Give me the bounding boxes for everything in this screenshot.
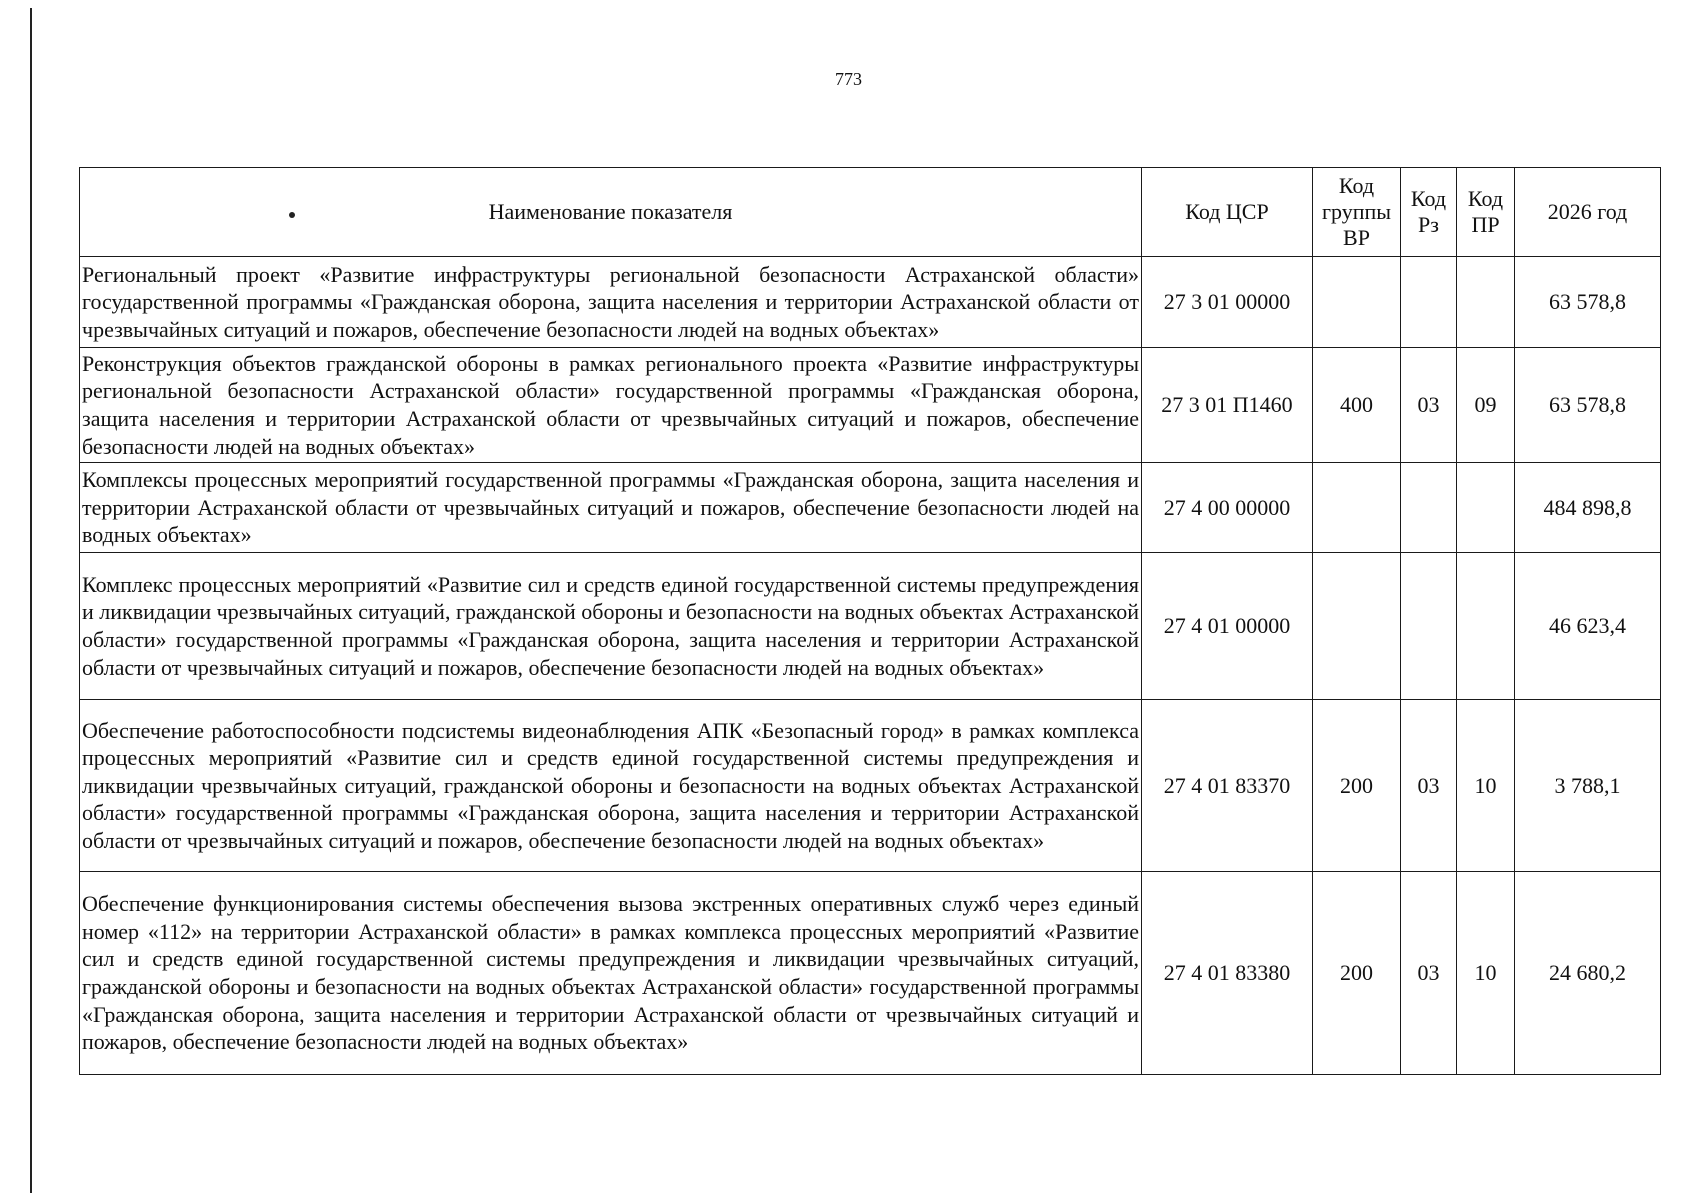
table-row <box>80 553 1661 700</box>
page-number: 773 <box>835 69 862 89</box>
row-name: Региональный проект «Развитие инфраструктуры региональной безопасности Астраханской области» государственной программы «Гражданская оборона, защита населения и территории Астраханской области от чрезвычайных ситуаций и пожаров, обеспечение безопасности людей на водных объектах» <box>80 257 1142 348</box>
header-year: 2026 год <box>1515 168 1661 257</box>
row-pr <box>1457 257 1515 348</box>
row-vr: 200 <box>1313 700 1401 872</box>
row-name: Комплексы процессных мероприятий государственной программы «Гражданская оборона, защита населения и территории Астраханской области от чрезвычайных ситуаций и пожаров, обеспечение безопасности людей на водных объектах» <box>80 463 1142 553</box>
row-csr: 27 3 01 П1460 <box>1142 348 1313 463</box>
header-name <box>80 168 1142 257</box>
row-name: Обеспечение работоспособности подсистемы видеонаблюдения АПК «Безопасный город» в рамках комплекса процессных мероприятий «Развитие сил и средств единой государственной системы предупреждения и ликвидации чрезвычайных ситуаций, гражданской обороны и безопасности на водных объектах Астраханской области» государственной программы «Гражданская оборона, защита населения и территории Астраханской области от чрезвычайных ситуаций и пожаров, обеспечение безопасности людей на водных объектах» <box>80 700 1142 872</box>
row-name: Реконструкция объектов гражданской обороны в рамках регионального проекта «Развитие инфраструктуры региональной безопасности Астраханской области» государственной программы «Гражданская оборона, защита населения и территории Астраханской области от чрезвычайных ситуаций и пожаров, обеспечение безопасности людей на водных объектах» <box>80 348 1142 463</box>
row-rz: 03 <box>1401 700 1457 872</box>
header-name-label: Наименование показателя <box>488 199 733 224</box>
row-csr: 27 4 00 00000 <box>1142 463 1313 553</box>
row-name: Комплекс процессных мероприятий «Развитие сил и средств единой государственной системы предупреждения и ликвидации чрезвычайных ситуаций, гражданской обороны и безопасности на водных объектах Астраханской области» государственной программы «Гражданская оборона, защита населения и территории Астраханской области от чрезвычайных ситуаций и пожаров, обеспечение безопасности людей на водных объектах» <box>80 553 1142 700</box>
row-pr <box>1457 463 1515 553</box>
table-row <box>80 257 1661 348</box>
row-vr: 200 <box>1313 872 1401 1075</box>
row-vr <box>1313 257 1401 348</box>
row-rz <box>1401 553 1457 700</box>
table-header-row <box>80 168 1661 257</box>
row-rz: 03 <box>1401 348 1457 463</box>
bullet-dot <box>289 212 295 218</box>
row-csr: 27 3 01 00000 <box>1142 257 1313 348</box>
row-amount: 24 680,2 <box>1515 872 1661 1075</box>
row-csr: 27 4 01 00000 <box>1142 553 1313 700</box>
row-amount: 484 898,8 <box>1515 463 1661 553</box>
row-rz: 03 <box>1401 872 1457 1075</box>
header-pr: Код ПР <box>1457 168 1515 257</box>
row-pr <box>1457 553 1515 700</box>
row-pr: 10 <box>1457 700 1515 872</box>
header-rz: Код Рз <box>1401 168 1457 257</box>
row-pr: 10 <box>1457 872 1515 1075</box>
budget-table-container <box>79 167 1661 1075</box>
row-pr: 09 <box>1457 348 1515 463</box>
row-csr: 27 4 01 83370 <box>1142 700 1313 872</box>
table-row <box>80 348 1661 463</box>
row-name: Обеспечение функционирования системы обеспечения вызова экстренных оперативных служб через единый номер «112» на территории Астраханской области» в рамках комплекса процессных мероприятий «Развитие сил и средств единой государственной системы предупреждения и ликвидации чрезвычайных ситуаций, гражданской обороны и безопасности на водных объектах Астраханской области» государственной программы «Гражданская оборона, защита населения и территории Астраханской области от чрезвычайных ситуаций и пожаров, обеспечение безопасности людей на водных объектах» <box>80 872 1142 1075</box>
row-amount: 46 623,4 <box>1515 553 1661 700</box>
row-csr: 27 4 01 83380 <box>1142 872 1313 1075</box>
row-vr <box>1313 463 1401 553</box>
row-amount: 63 578,8 <box>1515 257 1661 348</box>
row-rz <box>1401 257 1457 348</box>
header-csr: Код ЦСР <box>1142 168 1313 257</box>
row-vr: 400 <box>1313 348 1401 463</box>
budget-table <box>79 167 1661 1075</box>
binding-margin-line <box>30 8 32 1193</box>
row-vr <box>1313 553 1401 700</box>
row-amount: 63 578,8 <box>1515 348 1661 463</box>
table-row <box>80 700 1661 872</box>
header-vr: Код группы ВР <box>1313 168 1401 257</box>
row-amount: 3 788,1 <box>1515 700 1661 872</box>
row-rz <box>1401 463 1457 553</box>
table-row <box>80 463 1661 553</box>
table-row <box>80 872 1661 1075</box>
